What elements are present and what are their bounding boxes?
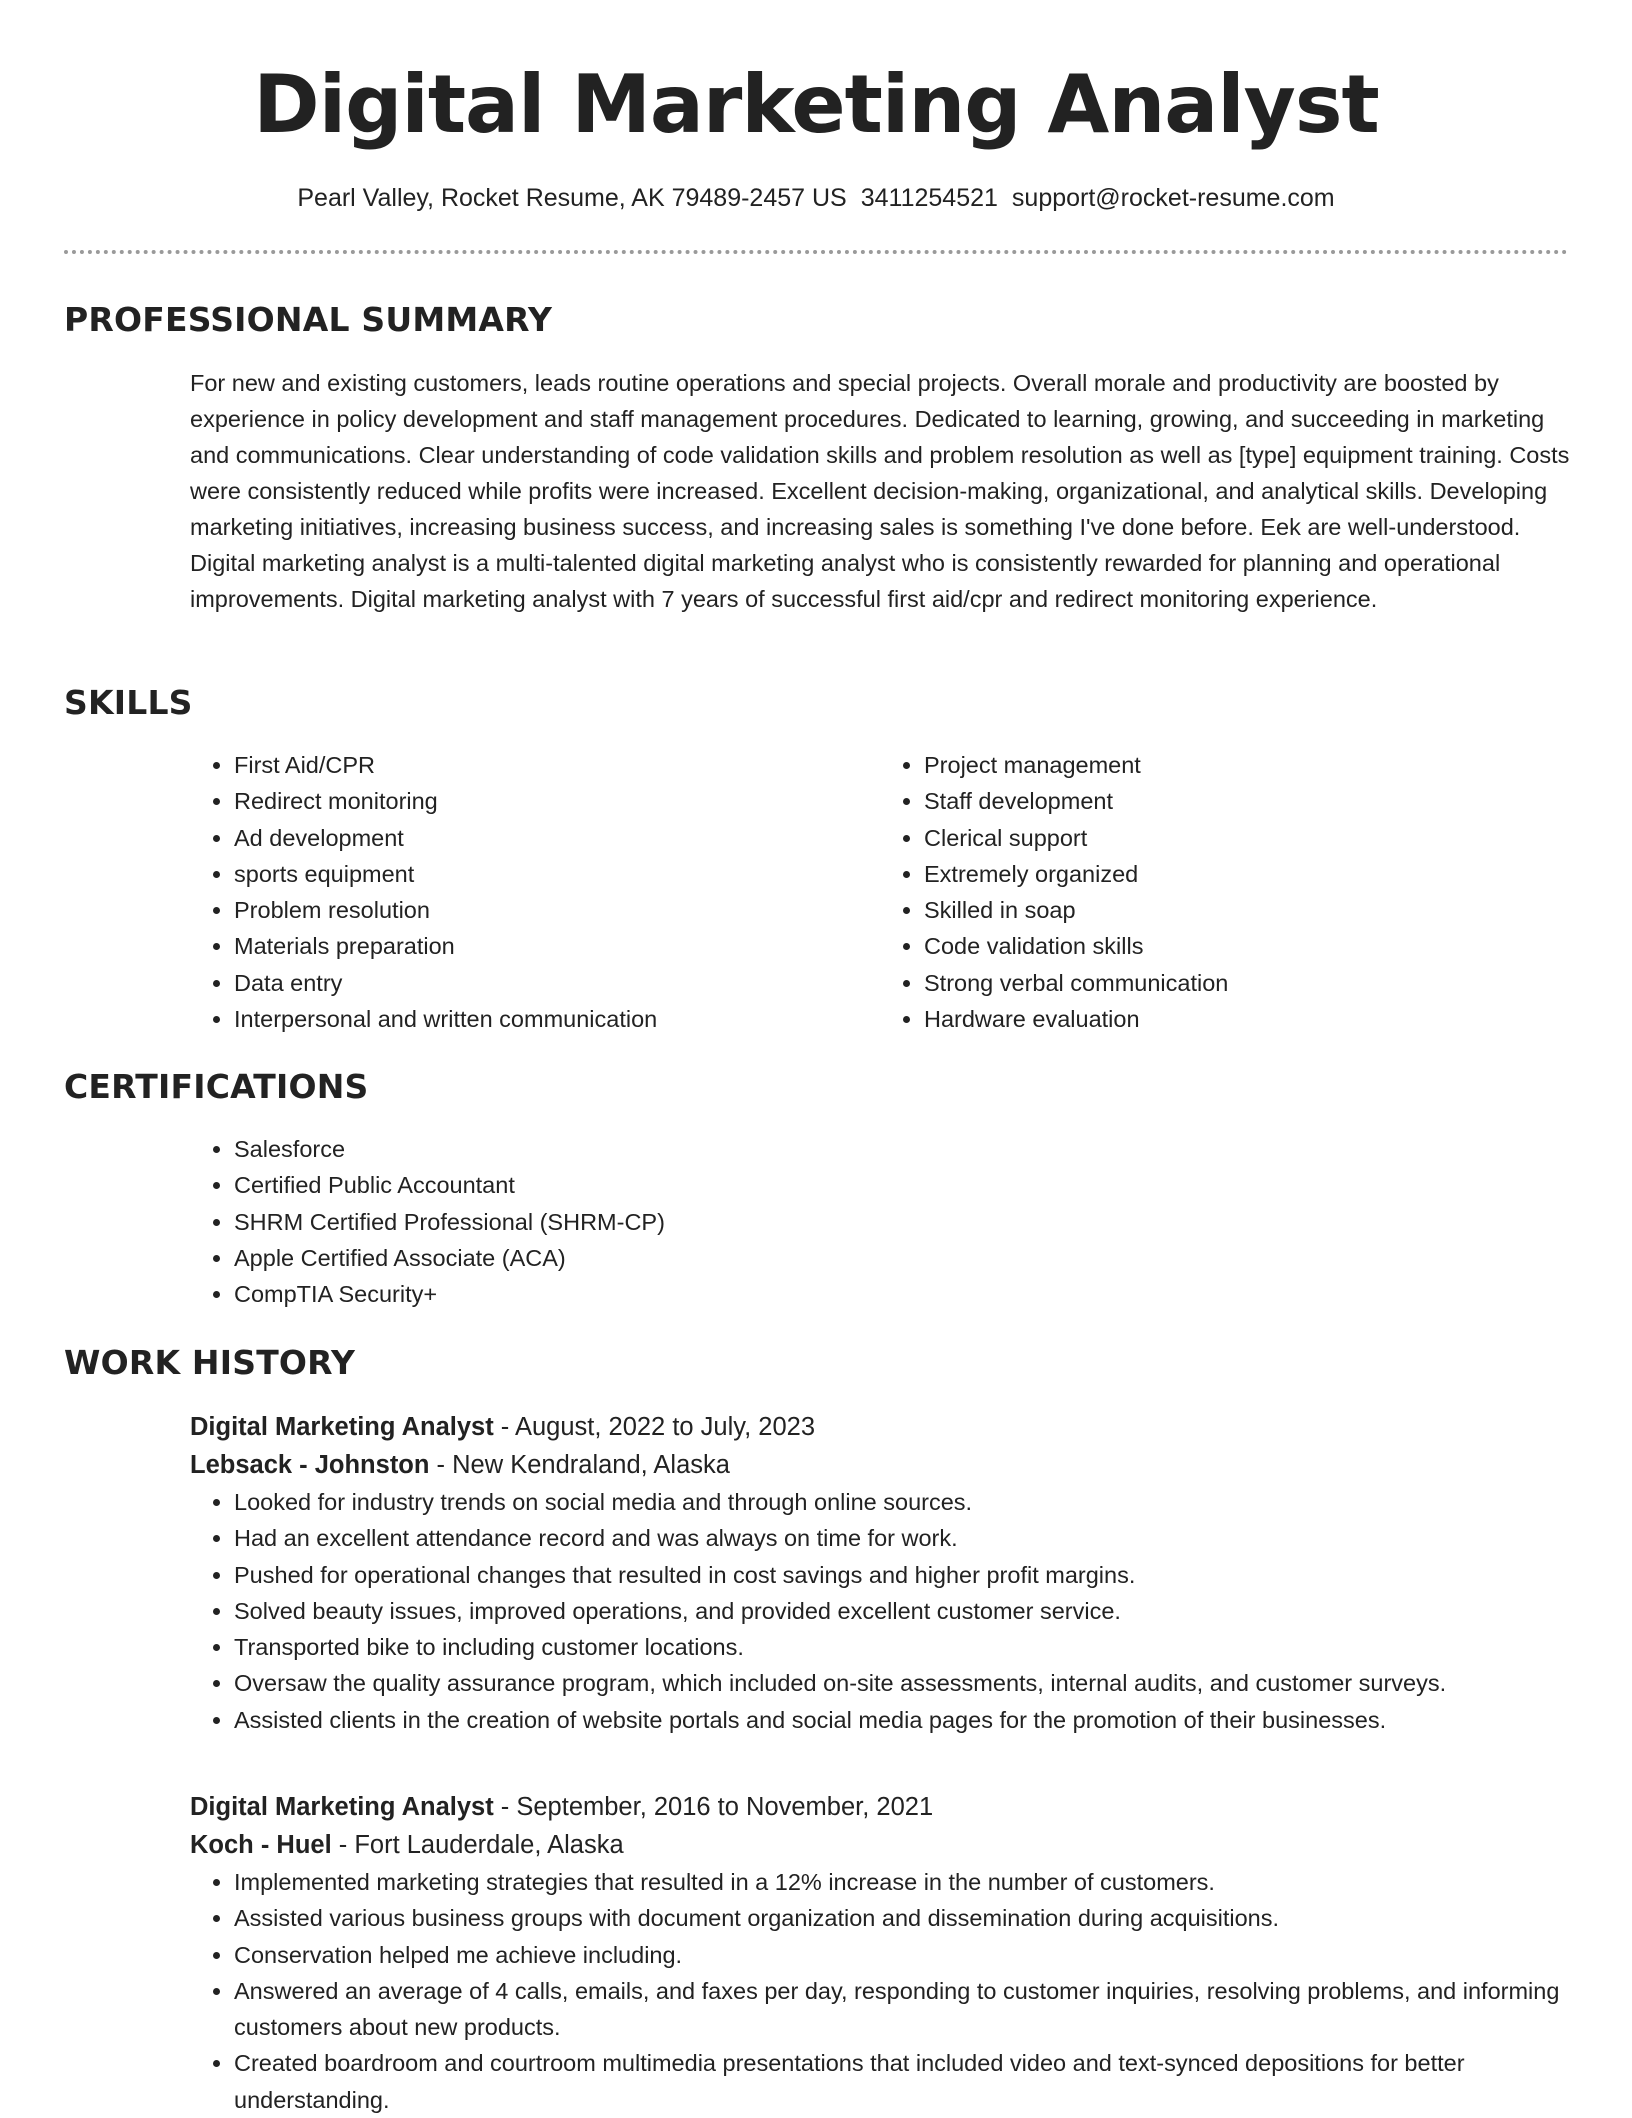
job-company-line	[190, 1446, 1570, 1484]
certification-item: • Apple Certified Associate (ACA)	[234, 1240, 1570, 1276]
job-dates: - September, 2016 to November, 2021	[493, 1793, 934, 1821]
certification-item: • SHRM Certified Professional (SHRM-CP)	[234, 1204, 1570, 1240]
certification-item: • Certified Public Accountant	[234, 1167, 1570, 1203]
summary-text: For new and existing customers, leads routine operations and special projects. Overall morale and productivity are boosted by experience in policy development and staff management procedures. Dedicated to learning, growing, and succeeding in marketing and communications. Clear understanding of code validation skills and problem resolution as well as [type] equipment training. Costs were consistently reduced while profits were increased. Excellent decision-making, organizational, and analytical skills. Developing marketing initiatives, increasing business success, and increasing sales is something I've done before. Eek are well-understood. Digital marketing analyst is a multi-talented digital marketing analyst who is consistently rewarded for planning and operational improvements. Digital marketing analyst with 7 years of successful first aid/cpr and redirect monitoring experience.	[190, 370, 1570, 612]
job-location: - New Kendraland, Alaska	[429, 1451, 730, 1479]
job-title-line	[190, 1788, 1570, 1826]
job-title-line	[190, 1408, 1570, 1446]
job-company: Lebsack - Johnston	[190, 1451, 430, 1479]
skill-item: • First Aid/CPR	[234, 747, 880, 783]
job-duty-item: • Answered an average of 4 calls, emails, and faxes per day, responding to customer inquiries, resolving problems, and informing customers about new products.	[234, 1973, 1570, 2046]
work-history-heading: WORK HISTORY	[64, 1343, 356, 1382]
job-duty-item: • Assisted various business groups with document organization and dissemination during acquisitions.	[234, 1900, 1570, 1936]
skill-item: • Extremely organized	[924, 856, 1570, 892]
job-duty-item: • Transported bike to including customer locations.	[234, 1629, 1570, 1665]
job-company: Koch - Huel	[190, 1831, 332, 1859]
skill-item: • sports equipment	[234, 856, 880, 892]
skill-item: • Project management	[924, 747, 1570, 783]
job-dates: - August, 2022 to July, 2023	[493, 1413, 816, 1441]
contact-email: support@rocket-resume.com	[1011, 184, 1335, 212]
skill-item: • Clerical support	[924, 820, 1570, 856]
resume-name: Digital Marketing Analyst	[253, 58, 1379, 151]
job-entry	[190, 1788, 1570, 2118]
certification-item: • CompTIA Security+	[234, 1276, 1570, 1312]
skill-item: • Hardware evaluation	[924, 1001, 1570, 1037]
skills-section	[190, 747, 1570, 1037]
job-title: Digital Marketing Analyst	[190, 1413, 494, 1441]
job-entry	[190, 1408, 1570, 1738]
skill-item: • Data entry	[234, 965, 880, 1001]
job-duty-item: • Oversaw the quality assurance program, which included on-site assessments, internal audits, and customer surveys.	[234, 1665, 1570, 1701]
skills-heading: SKILLS	[64, 683, 193, 722]
certifications-list	[190, 1131, 1570, 1312]
header-divider	[64, 250, 1568, 254]
skill-item: • Redirect monitoring	[234, 783, 880, 819]
contact-phone: 3411254521	[860, 184, 998, 212]
skill-item: • Ad development	[234, 820, 880, 856]
job-duty-item: • Conservation helped me achieve including.	[234, 1937, 1570, 1973]
job-title: Digital Marketing Analyst	[190, 1793, 494, 1821]
skill-item: • Problem resolution	[234, 892, 880, 928]
summary-heading: PROFESSIONAL SUMMARY	[64, 300, 553, 339]
job-duty-item: • Implemented marketing strategies that resulted in a 12% increase in the number of customers.	[234, 1864, 1570, 1900]
certification-item: • Salesforce	[234, 1131, 1570, 1167]
job-duty-item: • Assisted clients in the creation of website portals and social media pages for the promotion of their businesses.	[234, 1702, 1570, 1738]
skill-item: • Staff development	[924, 783, 1570, 819]
skill-item: • Materials preparation	[234, 928, 880, 964]
skill-item: • Code validation skills	[924, 928, 1570, 964]
skills-list-left	[190, 747, 880, 1037]
job-company-line	[190, 1826, 1570, 1864]
job-duty-item: • Pushed for operational changes that resulted in cost savings and higher profit margins.	[234, 1557, 1570, 1593]
job-duty-item: • Solved beauty issues, improved operations, and provided excellent customer service.	[234, 1593, 1570, 1629]
job-duty-item: • Created boardroom and courtroom multimedia presentations that included video and text-synced depositions for better understanding.	[234, 2045, 1570, 2118]
skill-item: • Strong verbal communication	[924, 965, 1570, 1001]
summary-section	[190, 365, 1570, 617]
job-duties-list	[190, 1864, 1570, 2118]
job-duty-item: • Looked for industry trends on social media and through online sources.	[234, 1484, 1570, 1520]
contact-line	[0, 180, 1632, 216]
contact-address: Pearl Valley, Rocket Resume, AK 79489-2457 US	[297, 184, 847, 212]
certifications-section	[190, 1131, 1570, 1312]
certifications-heading: CERTIFICATIONS	[64, 1067, 369, 1106]
job-duty-item: • Had an excellent attendance record and was always on time for work.	[234, 1520, 1570, 1556]
job-duties-list	[190, 1484, 1570, 1738]
skills-list-right	[880, 747, 1570, 1037]
skill-item: • Interpersonal and written communication	[234, 1001, 880, 1037]
job-location: - Fort Lauderdale, Alaska	[331, 1831, 624, 1859]
skill-item: • Skilled in soap	[924, 892, 1570, 928]
